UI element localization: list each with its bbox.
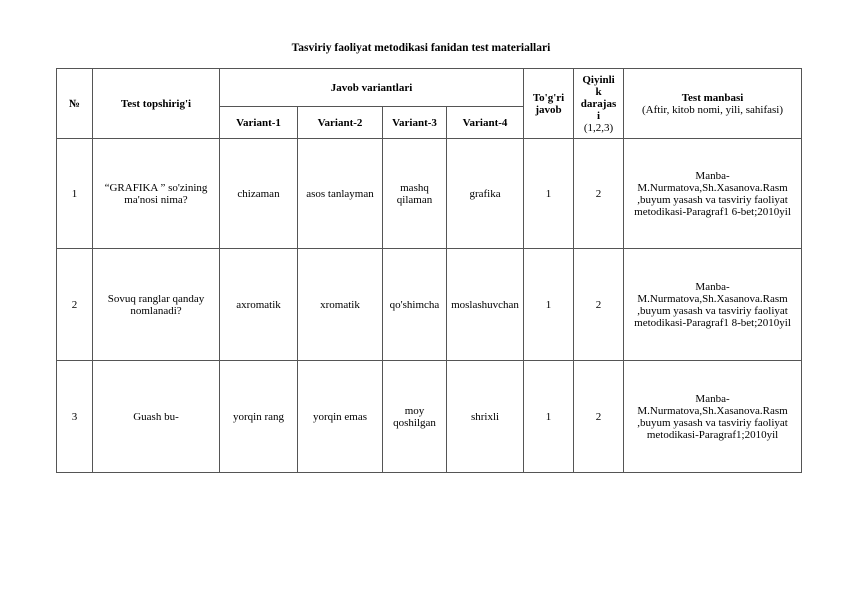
- cell-number: 1: [57, 139, 93, 249]
- cell-variant-2: asos tanlayman: [298, 139, 383, 249]
- cell-variant-1: yorqin rang: [220, 361, 298, 473]
- cell-source: Manba-M.Nurmatova,Sh.Xasanova.Rasm ,buyum yasash va tasviriy faoliyat metodikasi-Paragraf1 6-bet;2010yil: [624, 139, 802, 249]
- header-task: Test topshirig'i: [93, 69, 220, 139]
- cell-correct: 1: [524, 139, 574, 249]
- cell-variant-1: axromatik: [220, 249, 298, 361]
- cell-difficulty: 2: [574, 139, 624, 249]
- cell-task: Sovuq ranglar qanday nomlanadi?: [93, 249, 220, 361]
- cell-variant-2: yorqin emas: [298, 361, 383, 473]
- header-source-title: Test manbasi: [681, 91, 744, 104]
- cell-number: 3: [57, 361, 93, 473]
- cell-variant-3: moy qoshilgan: [383, 361, 447, 473]
- table-row: [57, 139, 802, 249]
- header-difficulty: [574, 69, 624, 139]
- cell-correct: 1: [524, 249, 574, 361]
- header-variant-4: Variant-4: [447, 107, 524, 139]
- cell-difficulty: 2: [574, 361, 624, 473]
- table-row: [57, 249, 802, 361]
- header-difficulty-line: i: [597, 109, 601, 122]
- cell-variant-3: qo'shimcha: [383, 249, 447, 361]
- cell-variant-4: moslashuvchan: [447, 249, 524, 361]
- cell-variant-4: shrixli: [447, 361, 524, 473]
- cell-correct: 1: [524, 361, 574, 473]
- header-difficulty-line: Qiyinli: [582, 73, 615, 86]
- header-correct: To'g'ri javob: [524, 69, 574, 139]
- header-variant-1: Variant-1: [220, 107, 298, 139]
- cell-variant-3: mashq qilaman: [383, 139, 447, 249]
- header-row-top: [57, 69, 802, 107]
- header-source-subtitle: (Aftir, kitob nomi, yili, sahifasi): [642, 103, 784, 116]
- cell-task: “GRAFIKA ” so'zining ma'nosi nima?: [93, 139, 220, 249]
- header-answers-group: Javob variantlari: [220, 69, 524, 107]
- header-number: №: [57, 69, 93, 139]
- cell-source: Manba-M.Nurmatova,Sh.Xasanova.Rasm ,buyum yasash va tasviriy faoliyat metodikasi-Paragraf1;2010yil: [624, 361, 802, 473]
- header-variant-3: Variant-3: [383, 107, 447, 139]
- header-difficulty-line: darajas: [580, 97, 617, 110]
- table-row: [57, 361, 802, 473]
- header-difficulty-line: k: [595, 85, 602, 98]
- document-title: Tasviriy faoliyat metodikasi fanidan test materiallari: [291, 42, 551, 54]
- cell-task: Guash bu-: [93, 361, 220, 473]
- cell-variant-4: grafika: [447, 139, 524, 249]
- header-variant-2: Variant-2: [298, 107, 383, 139]
- cell-number: 2: [57, 249, 93, 361]
- cell-variant-1: chizaman: [220, 139, 298, 249]
- header-difficulty-scale: (1,2,3): [583, 121, 614, 134]
- cell-difficulty: 2: [574, 249, 624, 361]
- header-source: [624, 69, 802, 139]
- cell-variant-2: xromatik: [298, 249, 383, 361]
- test-materials-table: [56, 68, 802, 473]
- cell-source: Manba-M.Nurmatova,Sh.Xasanova.Rasm ,buyum yasash va tasviriy faoliyat metodikasi-Paragraf1 8-bet;2010yil: [624, 249, 802, 361]
